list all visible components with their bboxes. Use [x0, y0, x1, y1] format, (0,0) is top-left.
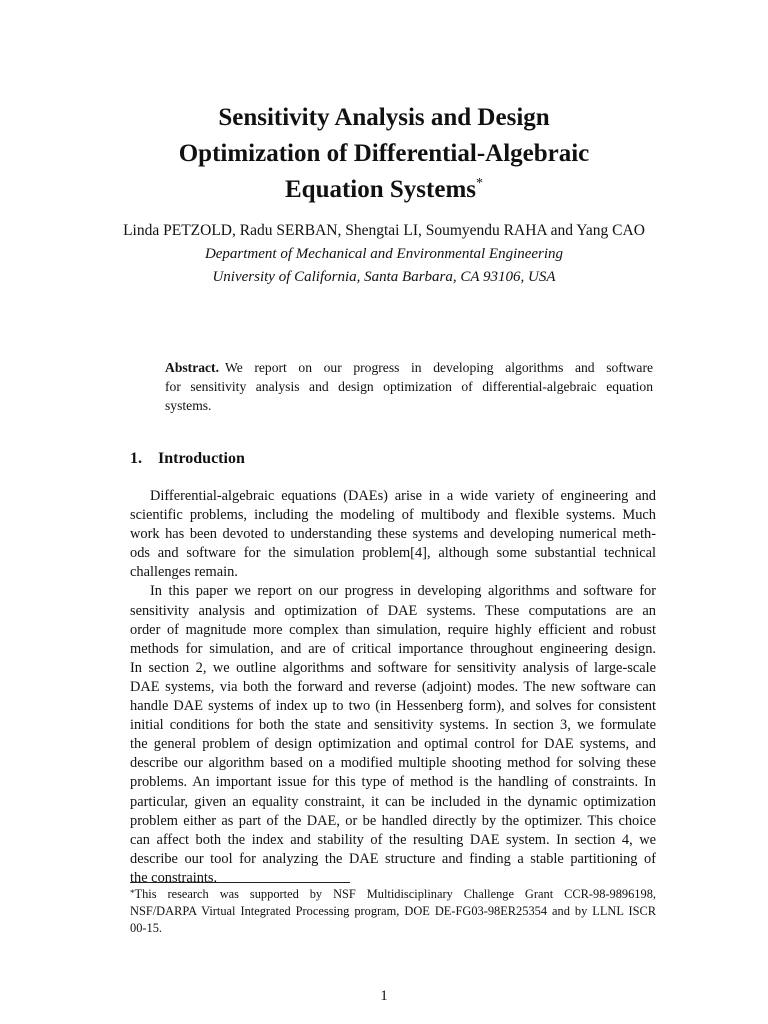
section-title: Introduction	[158, 450, 245, 467]
title-line: Optimization of Differential-Algebraic	[178, 140, 590, 167]
page-number: 1	[380, 988, 388, 1004]
footnote-line: 00-15.	[130, 921, 163, 935]
paper-title	[100, 100, 668, 208]
body-line: In this paper we report on our progress in developing algorithms and software for	[150, 583, 656, 600]
body-line: In section 2, we outline algorithms and software for sensitivity analysis of large-scale	[130, 659, 656, 676]
body-line: can affect both the index and stability of the resulting DAE system. In section 4, we	[130, 831, 656, 848]
title-line: Sensitivity Analysis and Design	[218, 104, 550, 131]
body-line: handle DAE systems of index up to two (in Hessenberg form), and solves for consistent	[130, 698, 656, 715]
body-line: ods and software for the simulation problem[4], although some substantial technical	[130, 545, 656, 562]
body-line: problems. An important issue for this type of method is the handling of constraints. In	[130, 774, 656, 791]
footnote-text: This research was supported by NSF Multidisciplinary Challenge Grant CCR-98-9896198,	[134, 887, 656, 901]
body-line: DAE systems, via both the forward and reverse (adjoint) modes. The new software can	[130, 678, 656, 695]
title-line	[100, 172, 668, 208]
body-line: describe our algorithm based on a modified multiple shooting method for solving these	[130, 755, 656, 772]
body-line: challenges remain.	[130, 564, 238, 581]
body-line: the constraints.	[130, 869, 218, 886]
body-line: methods for simulation, and are of critical importance throughout engineering design.	[130, 640, 656, 657]
body-line: order of magnitude more complex than simulation, require highly efficient and robust	[130, 621, 656, 638]
abstract-label: Abstract.	[165, 360, 219, 375]
body-line: sensitivity analysis and optimization of DAE systems. These computations are an	[130, 602, 656, 619]
footnote-marker: *	[130, 888, 135, 898]
abstract-text: We report on our progress in developing algorithms and software	[224, 360, 653, 375]
footnote-divider	[130, 882, 350, 883]
department-affiliation: Department of Mechanical and Environmental Engineering	[204, 246, 564, 262]
footnote	[130, 886, 656, 937]
body-line: initial conditions for both the state and sensitivity systems. In section 3, we formulate	[130, 717, 656, 734]
section-number: 1.	[130, 450, 142, 467]
author-list: Linda PETZOLD, Radu SERBAN, Shengtai LI, Soumyendu RAHA and Yang CAO	[123, 222, 645, 239]
abstract-line: for sensitivity analysis and design optimization of differential-algebraic equation	[165, 379, 653, 394]
footnote-line	[130, 886, 656, 903]
abstract-block	[165, 358, 653, 415]
introduction-body	[130, 487, 656, 888]
body-line: particular, given an equality constraint, it can be included in the dynamic optimization	[130, 793, 656, 810]
body-line: describe our tool for analyzing the DAE structure and finding a stable partitioning of	[130, 850, 656, 867]
body-line: Differential-algebraic equations (DAEs) arise in a wide variety of engineering and	[150, 488, 656, 504]
body-line: scientific problems, including the modeling of multibody and flexible systems. Much	[130, 507, 656, 524]
footnote-line: NSF/DARPA Virtual Integrated Processing program, DOE DE-FG03-98ER25354 and by LLNL ISCR	[130, 904, 656, 918]
abstract-line: systems.	[165, 398, 212, 413]
section-heading	[130, 448, 530, 470]
body-line: work has been devoted to understanding these systems and developing numerical meth-	[130, 526, 656, 543]
body-line: the general problem of design optimization and optimal control for DAE systems, and	[130, 736, 656, 753]
title-line-text: Equation Systems	[284, 176, 476, 203]
university-affiliation: University of California, Santa Barbara, CA 93106, USA	[212, 269, 556, 285]
body-line: problem either as part of the DAE, or be handled directly by the optimizer. This choice	[130, 812, 656, 829]
abstract-line	[165, 358, 653, 377]
title-footnote-marker: *	[476, 176, 483, 191]
